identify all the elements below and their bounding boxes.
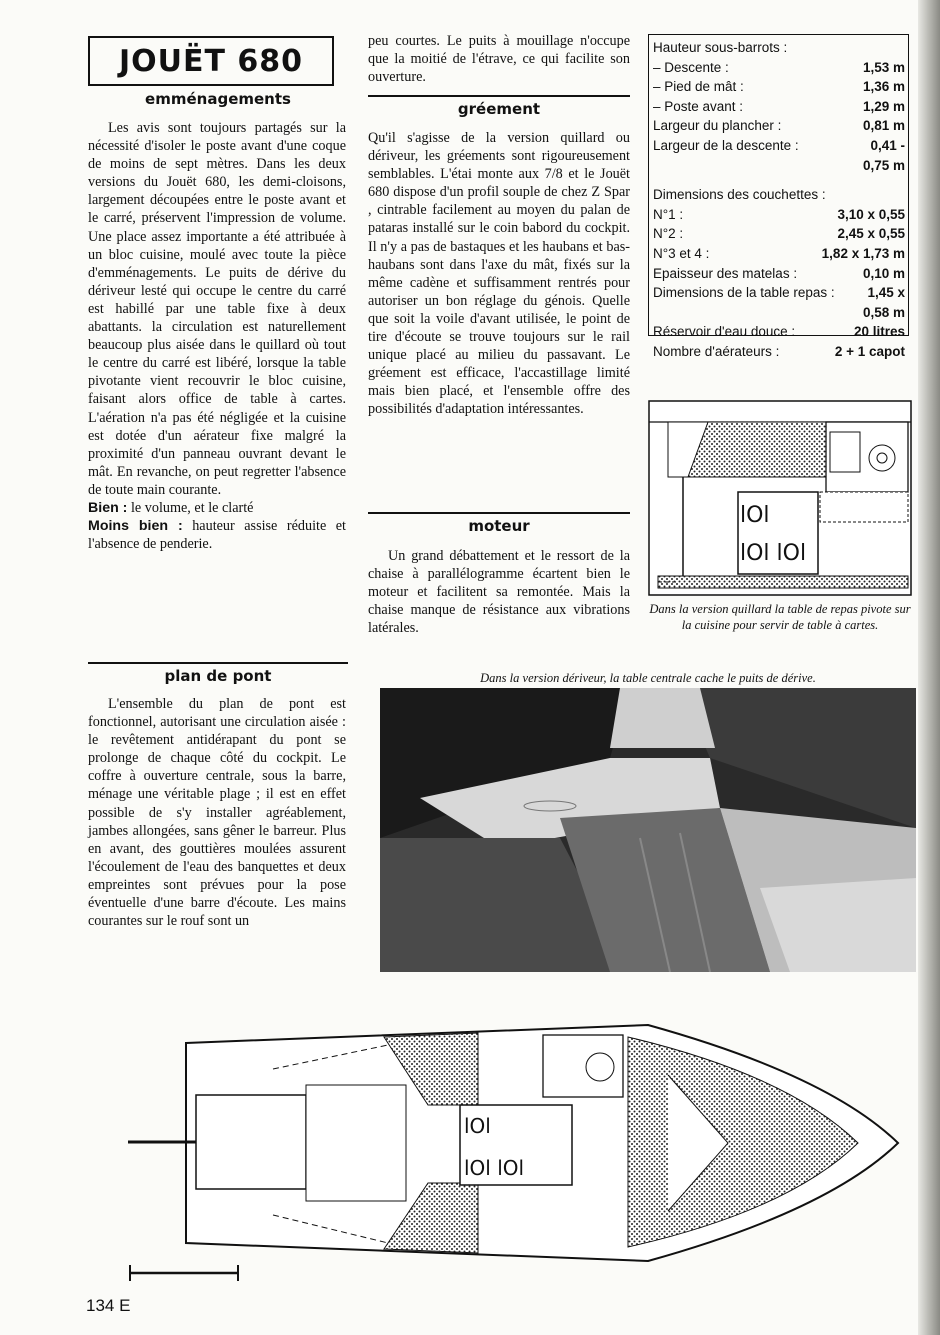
spec-row	[653, 136, 905, 156]
spec-label: – Poste avant :	[653, 98, 744, 114]
text-plan-de-pont	[88, 695, 346, 930]
svg-text:lOl lOl: lOl lOl	[464, 1156, 525, 1180]
spec-row	[653, 224, 905, 244]
spec-label: Largeur de la descente :	[653, 137, 799, 153]
divider-greement	[368, 95, 630, 97]
text-emmenagements	[88, 119, 346, 553]
spec-row	[653, 205, 905, 225]
paragraph-greement: Qu'il s'agisse de la version quillard ou dériveur, les gréements sont rigoureusement semblables. L'étai monte aux 7/8 et le Jouët 680 dispose d'un profil souple de chez Z Spar , cintrable facilement au moyen du palan de pataras installé sur le coin babord du cockpit. Il n'y a pas de bastaques et les haubans et bas-haubans sont dans l'axe du mât, fixés sur la même cadène et suffisamment rentrés pour autoriser un bon réglage du génois. Quelle que soit la voile d'avant utilisée, le point de tire d'écoute se trouve toujours sur le rail unique placé au milieu du passavant. Le gréement est efficace, l'accastillage limité mais bien placé, et l'ensemble offre des possibilités d'adaptation intéressantes.	[368, 130, 630, 418]
boat-plan-drawing	[128, 1015, 908, 1315]
svg-text:lOl: lOl	[740, 503, 770, 528]
spec-value: 0,58 m	[862, 304, 905, 320]
paragraph-moteur: Un grand débattement et le ressort de la chaise à parallélogramme écartent bien le moteur et facilitent sa remontée. Mais la chaise manque de résistance aux vibrations latérales.	[368, 548, 630, 637]
divider-plan-de-pont	[88, 662, 348, 664]
spec-value: 0,75 m	[862, 157, 905, 173]
interior-photo	[380, 688, 916, 972]
paragraph-plan-de-pont: L'ensemble du plan de pont est fonctionnel, autorisant une circulation aisée : le revêtement antidérapant du pont se prolonge de chaque côté du cockpit. Le coffre à ouverture centrale, sous la barre, ménage une véritable plage ; il est en effet possible de s'y installer agréablement, jambes allongées, sans gêner le barreur. Plus en avant, des gouttières moulées assurent l'écoulement de l'eau des banquettes et deux empreintes sont prévues pour la pose éventuelle d'une barre d'écoute. Les mains courantes sur le rouf sont un	[88, 696, 346, 930]
article-title: JOUËT 680	[118, 43, 304, 79]
spec-value: 3,10 x 0,55	[837, 206, 905, 222]
spec-row	[653, 322, 905, 342]
spec-row	[653, 97, 905, 117]
spec-label: Dimensions de la table repas :	[653, 285, 835, 301]
spec-row	[653, 77, 905, 97]
spec-row	[653, 116, 905, 136]
page-number: 134 E	[86, 1296, 131, 1315]
moins-bien-text: hauteur assise réduite et l'absence de penderie.	[88, 518, 346, 553]
spec-label: N°3 et 4 :	[653, 245, 710, 261]
page-edge-shadow	[918, 0, 940, 1335]
svg-text:lOl lOl: lOl lOl	[740, 541, 807, 566]
spec-label: Epaisseur des matelas :	[653, 265, 798, 281]
spec-row	[653, 38, 905, 58]
spec-row	[653, 156, 905, 176]
spec-label: Dimensions des couchettes :	[653, 187, 826, 203]
moins-bien-label: Moins bien :	[88, 518, 183, 535]
text-greement	[368, 129, 630, 419]
spec-value: 1,45 x	[867, 285, 905, 301]
spec-value: 20 litres	[853, 324, 905, 340]
divider-moteur	[368, 512, 630, 514]
spec-row	[653, 264, 905, 284]
text-continuation	[368, 32, 630, 86]
specifications-box	[648, 34, 909, 359]
spec-value: 1,29 m	[862, 98, 905, 114]
text-moteur	[368, 547, 630, 637]
spec-value: 0,41 -	[870, 137, 905, 153]
spec-label: N°1 :	[653, 206, 684, 222]
heading-moteur: moteur	[468, 517, 530, 535]
spec-value: 1,36 m	[862, 79, 905, 95]
paragraph-continuation: peu courtes. Le puits à mouillage n'occupe que la moitié de l'étrave, ce qui facilite son ouverture.	[368, 33, 630, 86]
spec-spacer	[653, 175, 905, 185]
quillard-interior-drawing	[648, 400, 912, 596]
spec-row	[653, 58, 905, 78]
spec-value: 0,10 m	[862, 265, 905, 281]
spec-label: Nombre d'aérateurs :	[653, 343, 780, 359]
verdict-moins-bien	[88, 517, 346, 553]
heading-greement: gréement	[457, 100, 541, 118]
spec-label: – Descente :	[653, 59, 729, 75]
spec-label: N°2 :	[653, 226, 684, 242]
spec-label: Hauteur sous-barrots :	[653, 40, 788, 55]
paragraph-emmenagements: Les avis sont toujours partagés sur la nécessité d'isoler le poste avant d'une coque de moins de sept mètres. Dans les deux versions du Jouët 680, les demi-cloisons, largement découpées entre le poste avant et le carré, préservent l'impression de volume. Une place assez importante a été attribuée à un bloc cuisine, moulé avec toute la pièce d'emménagements. Le puits de dérive du dériveur lesté qui occupe le centre du carré est habillé par une table fixe à deux abattants. la circulation est naturellement beaucoup plus aisée dans le quillard où tout le centre du carré est libéré, lorsque la table pivotante vient recouvrir le bloc cuisine, faisant alors office de table à cartes. L'aération n'a pas été négligée et la cuisine est dotée d'un aérateur fixe malgré la proximité d'un panneau ouvrant devant le mât. En revanche, on peut regretter l'absence de toute main courante.	[88, 120, 346, 498]
heading-emmenagements: emménagements	[145, 90, 291, 108]
spec-value: 2 + 1 capot	[834, 343, 905, 359]
caption-deriveur: Dans la version dériveur, la table centrale cache le puits de dérive.	[480, 671, 816, 685]
heading-plan-de-pont: plan de pont	[164, 667, 272, 685]
spec-value: 2,45 x 0,55	[837, 226, 905, 242]
spec-value: 1,53 m	[862, 59, 905, 75]
caption-quillard: Dans la version quillard la table de repas pivote sur la cuisine pour servir de table à cartes.	[649, 602, 911, 632]
article-title-box	[88, 36, 334, 86]
spec-label: Largeur du plancher :	[653, 118, 782, 134]
spec-row	[653, 342, 905, 362]
spec-value: 1,82 x 1,73 m	[821, 245, 905, 261]
spec-value: 0,81 m	[862, 118, 905, 134]
spec-label: – Pied de mât :	[653, 79, 744, 95]
spec-row	[653, 244, 905, 264]
spec-row	[653, 185, 905, 205]
svg-text:lOl: lOl	[464, 1114, 491, 1138]
spec-row	[653, 303, 905, 323]
bien-label: Bien :	[88, 499, 128, 516]
spec-label: Réservoir d'eau douce :	[653, 324, 796, 340]
verdict-bien	[88, 499, 346, 517]
bien-text: le volume, et le clarté	[130, 499, 254, 516]
spec-row	[653, 283, 905, 303]
